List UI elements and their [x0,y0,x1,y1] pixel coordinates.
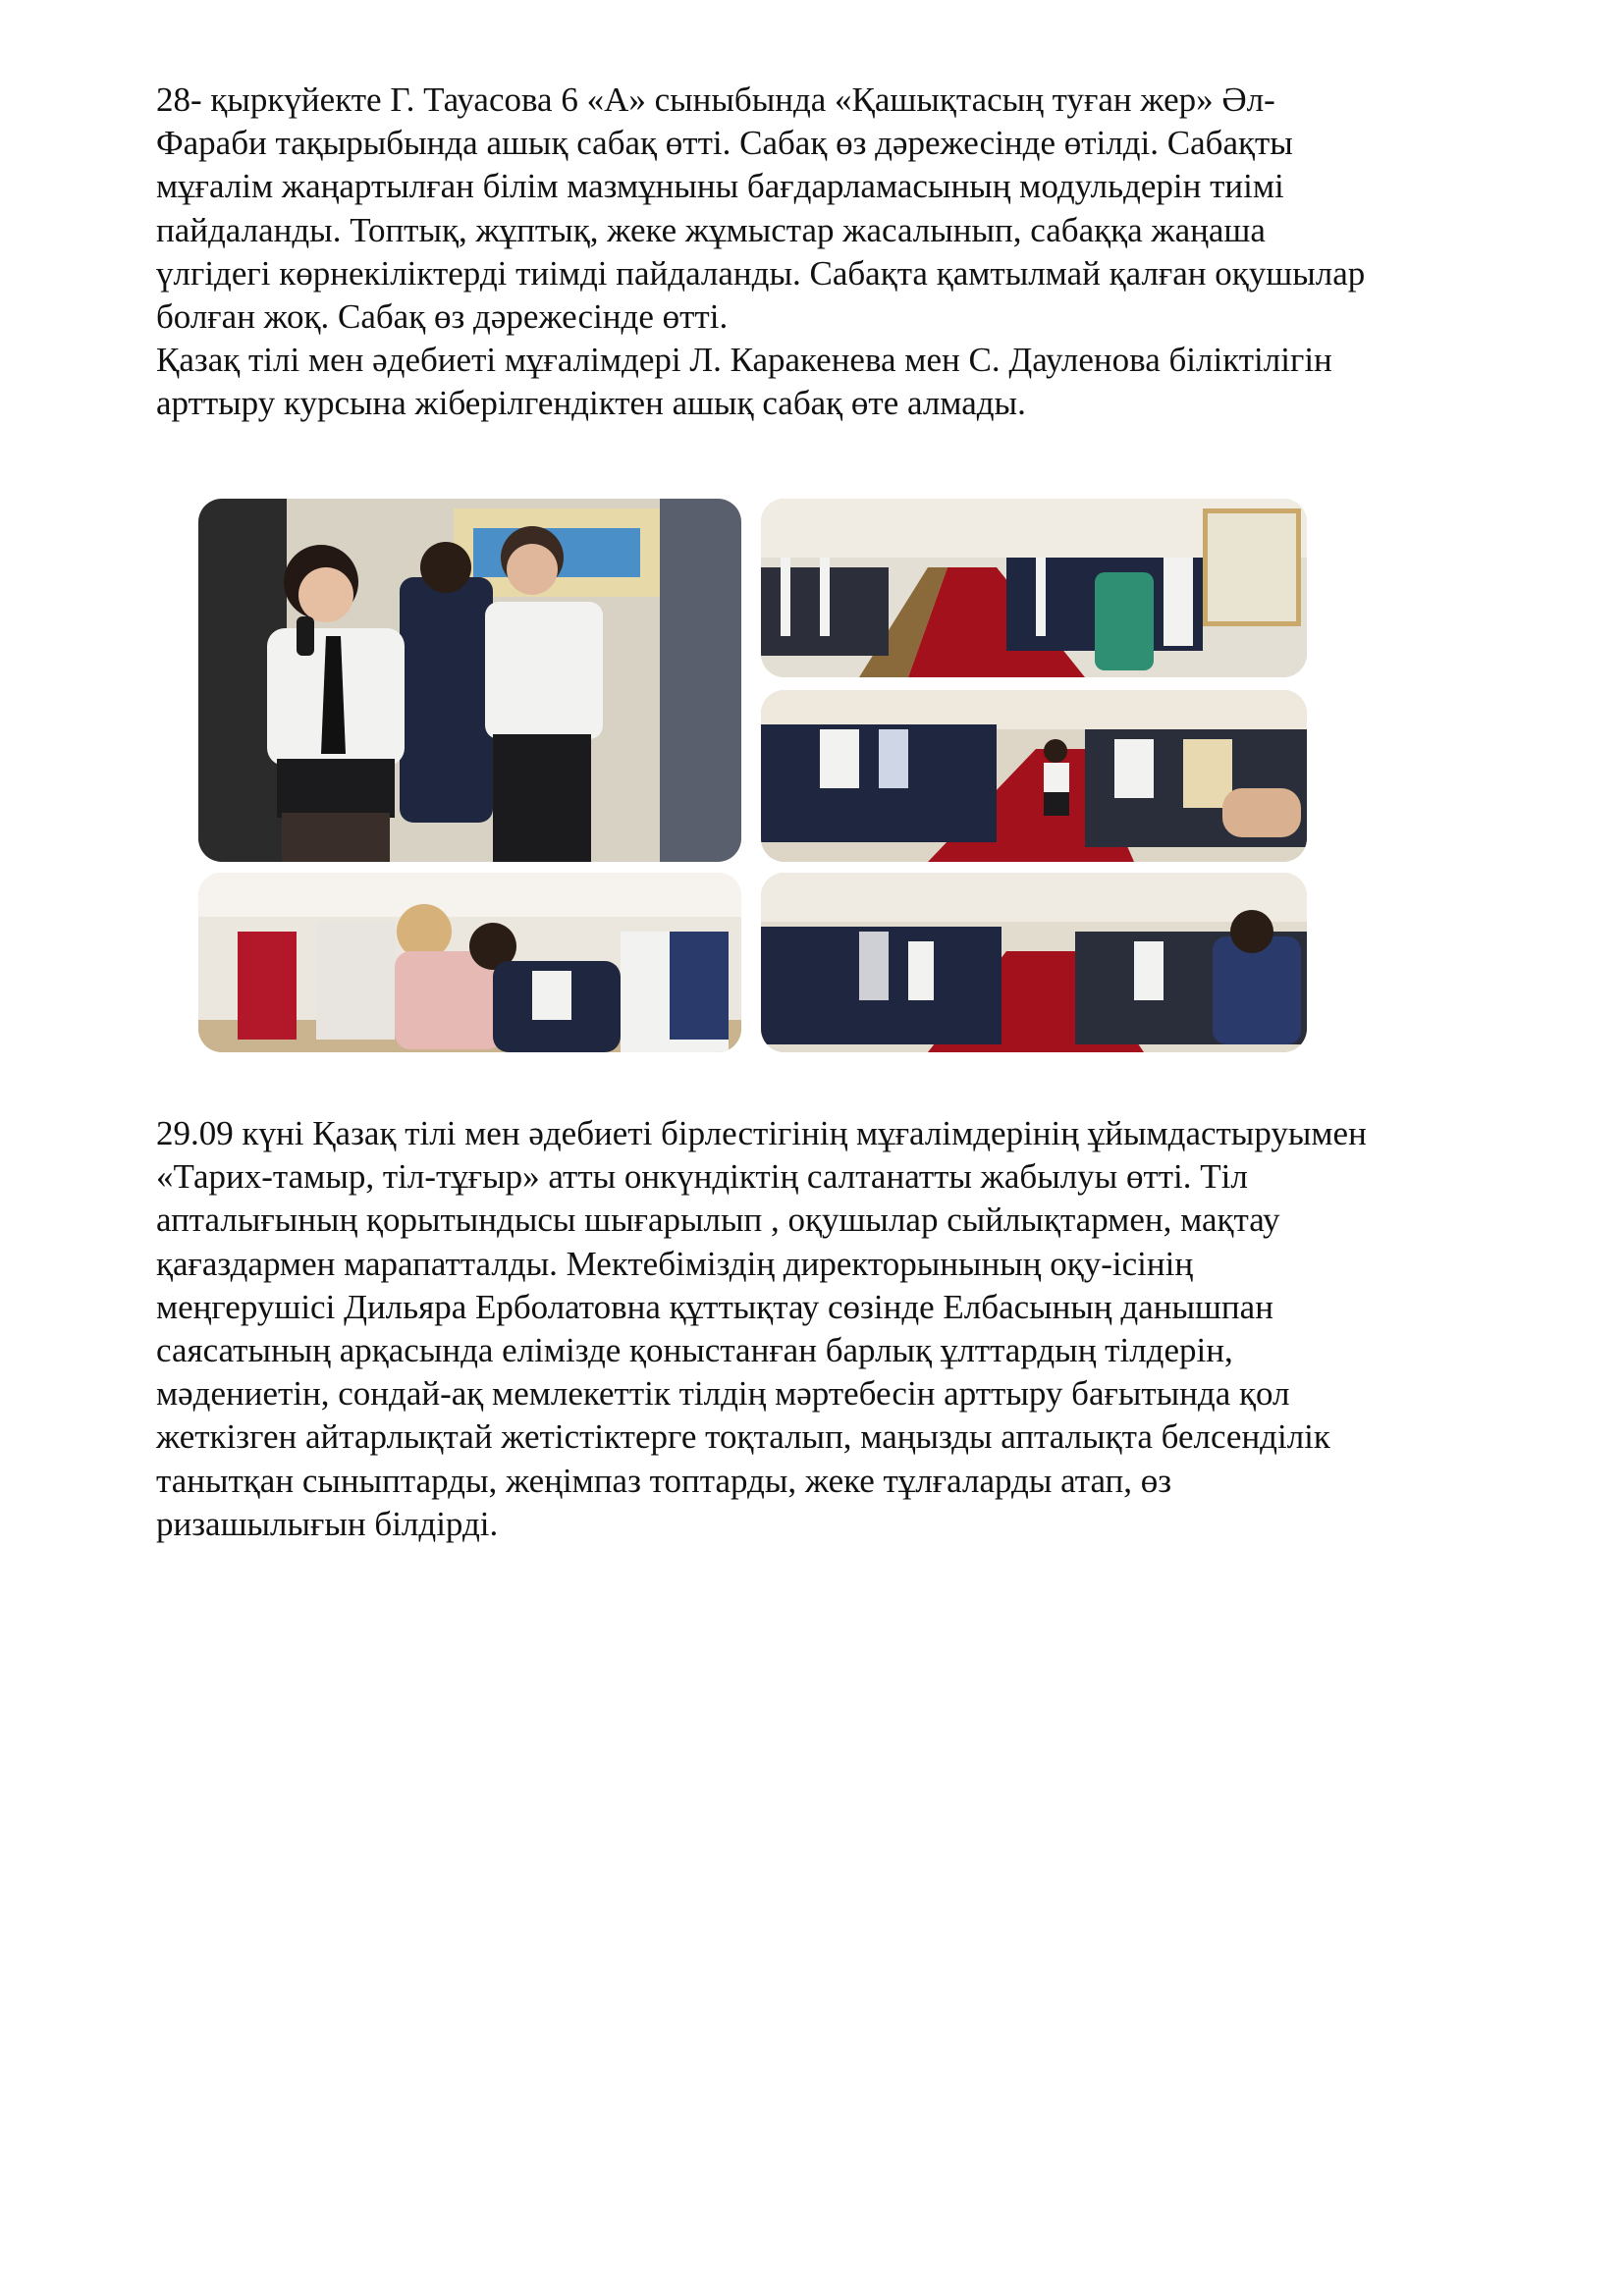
photo-student-speaking [198,499,741,862]
text-line: мәдениетін, сондай-ақ мемлекеттік тілдің мәртебесін арттыру бағытында қол [156,1374,1290,1414]
photo-girl-walking-carpet [761,690,1307,862]
text-line: болған жоқ. Сабақ өз дәрежесінде өтті. [156,297,729,337]
text-line: 29.09 күні Қазақ тілі мен әдебиеті бірлестігінің мұғалімдерінің ұйымдастыруымен [156,1114,1367,1152]
paragraph-closing-ceremony [156,1112,1521,1546]
text-line: меңгерушісі Дильяра Ерболатовна құттықтау сөзінде Елбасының данышпан [156,1287,1273,1326]
text-line: арттыру курсына жіберілгендіктен ашық сабақ өте алмады. [156,384,1026,423]
text-line: Фараби тақырыбында ашық сабақ өтті. Сабақ өз дәрежесінде өтілді. Сабақты [156,124,1293,163]
text-line: 28- қыркүйекте Г. Тауасова 6 «А» сыныбында «Қашықтасың туған жер» Әл- [156,80,1275,119]
text-line: қағаздармен марапатталды. Мектебіміздің директорынының оқу-ісінің [156,1244,1194,1283]
text-line: «Тарих-тамыр, тіл-тұғыр» атты онкүндіктің салтанатты жабылуы өтті. Тіл [156,1157,1248,1197]
photo-corridor-line [761,499,1307,677]
text-line: апталығының қорытындысы шығарылып , оқушылар сыйлықтармен, мақтау [156,1201,1280,1240]
text-line: үлгідегі көрнекіліктерді тиімді пайдаланды. Сабақта қамтылмай қалған оқушылар [156,253,1366,293]
text-line: жеткізген айтарлықтай жетістіктерге тоқталып, маңызды апталықта белсенділік [156,1417,1330,1457]
paragraph-open-lesson [156,79,1521,426]
text-line: танытқан сыныптарды, жеңімпаз топтарды, жеке тұлғаларды атап, өз [156,1461,1172,1500]
photo-hand-on-heart [198,873,741,1052]
text-line: пайдаланды. Топтық, жұптық, жеке жұмыстар жасалынып, сабаққа жаңаша [156,210,1266,249]
text-line: Қазақ тілі мен әдебиеті мұғалімдері Л. Каракенева мен С. Дауленова біліктілігін [156,341,1332,380]
text-line: ризашылығын білдірді. [156,1504,499,1543]
text-line: саясатының арқасында елімізде қоныстанған барлық ұлттардың тілдерін, [156,1331,1233,1370]
text-line: мұғалім жаңартылған білім мазмұныны бағдарламасының модульдерін тиімі [156,167,1284,206]
photo-corridor-both-sides [761,873,1307,1052]
